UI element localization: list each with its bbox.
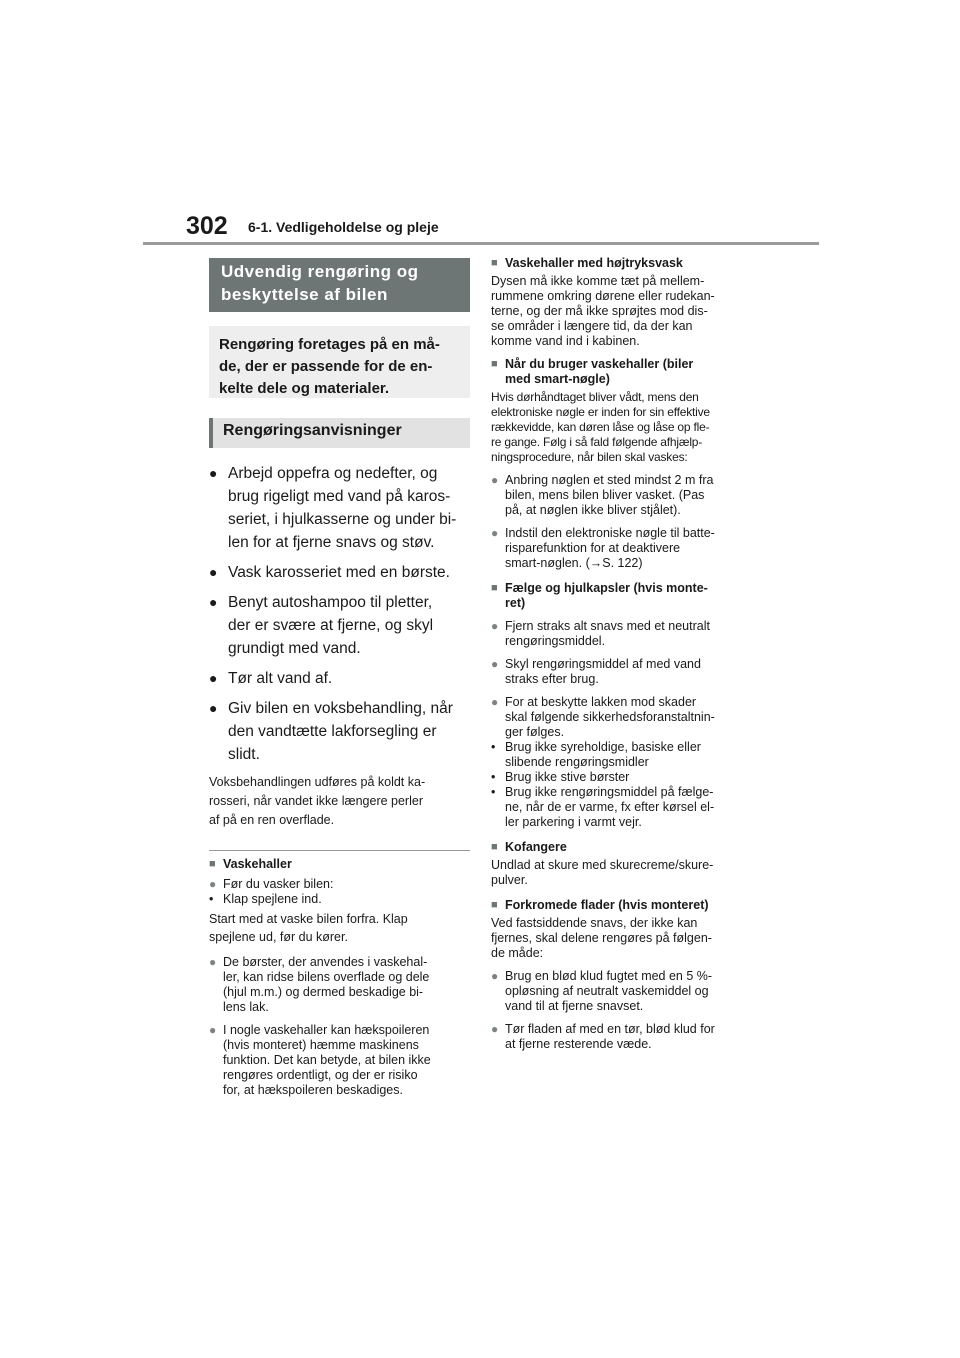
smart-key-heading (491, 357, 759, 387)
list-line: Brug ikke stive børster (505, 770, 630, 784)
circle-bullet-icon: ● (491, 473, 499, 487)
list-line: Tør fladen af med en tør, blød klud for (505, 1022, 715, 1036)
cleaning-list (209, 462, 470, 766)
list-line: Tør alt vand af. (228, 670, 333, 687)
list-line: For at beskytte lakken mod skader (505, 695, 697, 709)
heading-text: Kofangere (505, 840, 567, 854)
list-item (209, 462, 470, 554)
list-line: Fjern straks alt snavs med et neutralt (505, 619, 710, 633)
list-line: funktion. Det kan betyde, at bilen ikke (223, 1053, 431, 1067)
list-line: Før du vasker bilen: (223, 877, 334, 891)
para-line: komme vand ind i kabinen. (491, 334, 640, 348)
para-line: rækkevidde, kan døren låse og låse op fle- (491, 420, 710, 434)
list-item (491, 1022, 759, 1052)
circle-bullet-icon: ● (209, 955, 217, 969)
header-divider (143, 242, 819, 245)
para-line: rummene omkring dørene eller rudekan- (491, 289, 715, 303)
list-line: at fjerne resterende væde. (505, 1037, 652, 1051)
list-line: bilen, mens bilen bliver vasket. (Pas (505, 488, 705, 502)
list-line: der er svære at fjerne, og skyl (228, 617, 434, 634)
list-line: opløsning af neutralt vaskemiddel og (505, 984, 709, 998)
circle-bullet-icon: ● (209, 877, 217, 891)
bullet-icon: ● (209, 700, 218, 716)
circle-bullet-icon: ● (491, 695, 499, 709)
paragraph (491, 274, 759, 349)
heading-text: Vaskehaller med højtryksvask (505, 256, 683, 270)
list-line: Brug ikke syreholdige, basiske eller (505, 740, 701, 754)
title-line: Udvendig rengøring og (221, 262, 419, 281)
list-line: Brug ikke rengøringsmiddel på fælge- (505, 785, 714, 799)
heading-text: med smart-nøgle) (505, 372, 610, 386)
list-line: vand til at fjerne snavset. (505, 999, 644, 1013)
para-line: Dysen må ikke komme tæt på mellem- (491, 274, 705, 288)
paragraph (491, 916, 759, 961)
sub-list-item (491, 770, 759, 785)
right-column (491, 254, 759, 1052)
para-line: Ved fastsiddende snavs, der ikke kan (491, 916, 698, 930)
para-line: de måde: (491, 946, 544, 960)
list-line: brug rigeligt med vand på karos- (228, 488, 451, 505)
list-line: risparefunktion for at deaktivere (505, 541, 681, 555)
high-pressure-heading (491, 256, 759, 271)
square-bullet-icon: ■ (491, 358, 498, 370)
list-item (491, 657, 759, 687)
list-line: smart-nøglen. (→S. 122) (505, 556, 643, 570)
car-wash-section (209, 857, 470, 1098)
dot-marker-icon: • (209, 892, 214, 906)
intro-line: kelte dele og materialer. (219, 380, 390, 397)
list-item (491, 473, 759, 518)
list-item (209, 591, 470, 660)
intro-box (209, 326, 470, 398)
list-line: seriet, i hjulkasserne og under bi- (228, 511, 457, 528)
section-divider (209, 850, 470, 851)
square-bullet-icon: ■ (491, 257, 498, 269)
list-line: Klap spejlene ind. (223, 892, 322, 906)
note-line: Voksbehandlingen udføres på koldt ka- (209, 775, 426, 789)
paragraph (491, 390, 759, 465)
section-title: 6-1. Vedligeholdelse og pleje (248, 219, 439, 235)
bullet-icon: ● (209, 465, 218, 481)
bumpers-heading (491, 840, 759, 855)
list-line: grundigt med vand. (228, 640, 361, 657)
heading-text: Når du bruger vaskehaller (biler (505, 357, 694, 371)
list-line: Giv bilen en voksbehandling, når (228, 700, 453, 717)
list-line: for, at hækspoileren beskadiges. (223, 1083, 403, 1097)
para-line: Start med at vaske bilen forfra. Klap (209, 912, 408, 926)
list-line: ler, kan ridse bilens overflade og dele (223, 970, 430, 984)
para-line: elektroniske nøgle er inden for sin effektive (491, 405, 710, 419)
heading-text: ret) (505, 596, 526, 610)
para-line: Hvis dørhåndtaget bliver vådt, mens den (491, 390, 699, 404)
list-item (491, 969, 759, 1014)
list-line: I nogle vaskehaller kan hækspoileren (223, 1023, 430, 1037)
square-bullet-icon: ■ (491, 841, 498, 853)
list-line: rengøringsmiddel. (505, 634, 606, 648)
dot-marker-icon: • (491, 770, 496, 784)
wax-note (209, 773, 470, 830)
list-line: (hjul m.m.) og dermed beskadige bi- (223, 985, 424, 999)
list-line: Indstil den elektroniske nøgle til batte- (505, 526, 715, 540)
heading-text: Vaskehaller (223, 857, 292, 871)
para-line: Undlad at skure med skurecreme/skure- (491, 858, 714, 872)
intro-line: de, der er passende for de en- (219, 358, 433, 375)
car-wash-heading (209, 857, 470, 872)
note-line: af på en ren overflade. (209, 813, 335, 827)
list-line: ne, når de er varme, fx efter kørsel el- (505, 800, 715, 814)
cleaning-heading: Rengøringsanvisninger (209, 418, 470, 448)
list-item (209, 955, 470, 1015)
list-line: lens lak. (223, 1000, 269, 1014)
list-line: len for at fjerne snavs og støv. (228, 534, 435, 551)
circle-bullet-icon: ● (491, 657, 499, 671)
sub-list-item (491, 740, 759, 770)
list-item (209, 1023, 470, 1098)
list-line: straks efter brug. (505, 672, 599, 686)
bullet-icon: ● (209, 670, 218, 686)
para-line: pulver. (491, 873, 528, 887)
list-item (209, 697, 470, 766)
list-line: slidt. (228, 746, 260, 763)
heading-text: Fælge og hjulkapsler (hvis monte- (505, 581, 708, 595)
list-line: rengøres ordentligt, og der er risiko (223, 1068, 418, 1082)
chrome-heading (491, 898, 759, 913)
circle-bullet-icon: ● (491, 526, 499, 540)
square-bullet-icon: ■ (491, 899, 498, 911)
sub-list (491, 740, 759, 830)
list-line: Benyt autoshampoo til pletter, (228, 594, 433, 611)
list-line: på, at nøglen ikke bliver stjålet). (505, 503, 681, 517)
note-line: rosseri, når vandet ikke længere perler (209, 794, 423, 808)
para-line: re gange. Følg i så fald følgende afhjælp- (491, 435, 703, 449)
list-item (491, 619, 759, 649)
list-item (491, 526, 759, 571)
list-line: Arbejd oppefra og nedefter, og (228, 465, 438, 482)
list-line: skal følgende sikkerhedsforanstaltnin- (505, 710, 715, 724)
circle-bullet-icon: ● (491, 619, 499, 633)
paragraph (491, 858, 759, 888)
list-line: Vask karosseriet med en børste. (228, 564, 450, 581)
list-line: De børster, der anvendes i vaskehal- (223, 955, 428, 969)
bullet-icon: ● (209, 594, 218, 610)
list-item (209, 561, 470, 584)
circle-bullet-icon: ● (209, 1023, 217, 1037)
list-line: Anbring nøglen et sted mindst 2 m fra (505, 473, 714, 487)
square-bullet-icon: ■ (209, 858, 216, 870)
sub-list-item (491, 785, 759, 830)
left-column (209, 258, 470, 1098)
para-line: fjernes, skal delene rengøres på følgen- (491, 931, 712, 945)
circle-bullet-icon: ● (491, 1022, 499, 1036)
list-line: den vandtætte lakforsegling er (228, 723, 437, 740)
list-item (209, 667, 470, 690)
circle-bullet-icon: ● (491, 969, 499, 983)
title-box (209, 258, 470, 312)
list-item (209, 877, 470, 907)
sub-list-item (209, 892, 333, 907)
heading-text: Forkromede flader (hvis monteret) (505, 898, 709, 912)
para-line: ningsprocedure, når bilen skal vaskes: (491, 450, 688, 464)
wheels-heading (491, 581, 759, 611)
paragraph (209, 910, 470, 946)
bullet-icon: ● (209, 564, 218, 580)
list-line: ger følges. (505, 725, 565, 739)
page-number: 302 (186, 212, 228, 240)
dot-marker-icon: • (491, 740, 496, 754)
list-line: ler parkering i varmt vejr. (505, 815, 642, 829)
para-line: spejlene ud, før du kører. (209, 930, 348, 944)
title-line: beskyttelse af bilen (221, 285, 388, 304)
list-line: (hvis monteret) hæmme maskinens (223, 1038, 419, 1052)
square-bullet-icon: ■ (491, 582, 498, 594)
dot-marker-icon: • (491, 785, 496, 799)
intro-line: Rengøring foretages på en må- (219, 336, 440, 353)
list-line: Brug en blød klud fugtet med en 5 %- (505, 969, 713, 983)
list-line: slibende rengøringsmidler (505, 755, 649, 769)
para-line: terne, og der må ikke sprøjtes mod dis- (491, 304, 708, 318)
list-item (491, 695, 759, 740)
list-line: Skyl rengøringsmiddel af med vand (505, 657, 701, 671)
para-line: se områder i længere tid, da der kan (491, 319, 693, 333)
